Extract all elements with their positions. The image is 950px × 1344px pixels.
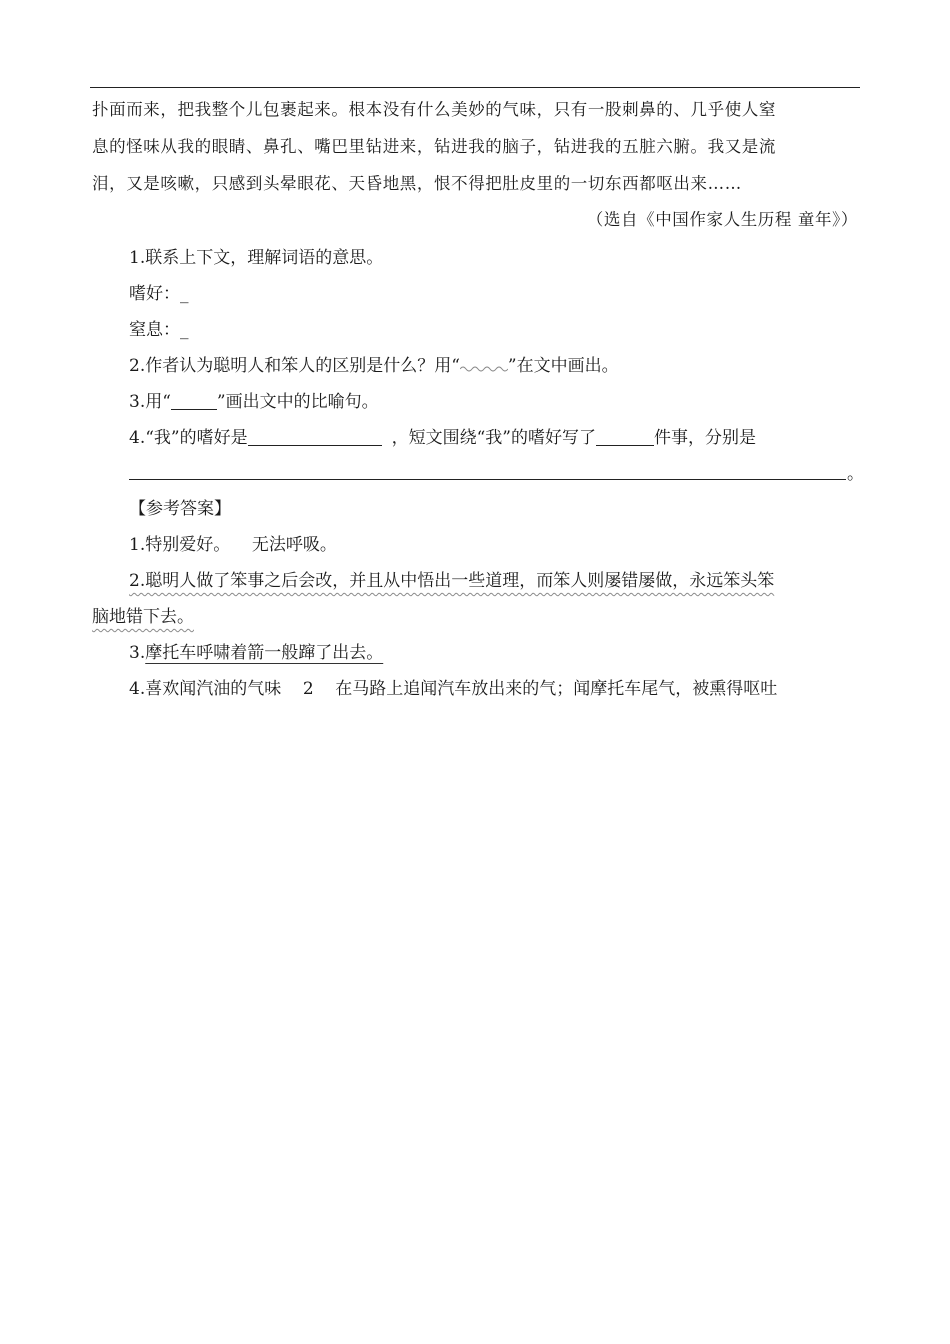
question-1: 1.联系上下文，理解词语的意思。	[129, 248, 384, 268]
question-4-part-2: ，短文围绕“我”的嗜好写了	[391, 428, 596, 448]
passage-line-1: 扑面而来，把我整个儿包裹起来。根本没有什么美妙的气味，只有一股刺鼻的、几乎使人窒	[92, 100, 776, 119]
answer-3-metaphor: 摩托车呼啸着箭一般蹿了出去。	[145, 643, 384, 663]
passage-line-2: 息的怪味从我的眼睛、鼻孔、嘴巴里钻进来，钻进我的脑子，钻进我的五脏六腑。我又是流	[92, 137, 776, 156]
question-4-end: 。	[847, 464, 864, 484]
answer-2-number: 2.聪明人做了笨事之后会改，并且从中悟出一些道理，而笨人则屡错屡做，永远笨头笨	[129, 571, 775, 591]
straight-line-marker	[171, 391, 217, 410]
question-4-part-1: 4.“我”的嗜好是	[129, 428, 248, 448]
top-divider	[90, 87, 860, 88]
passage-line-3: 泪，又是咳嗽，只感到头晕眼花、天昏地黑，恨不得把肚皮里的一切东西都呕出来……	[92, 174, 742, 193]
question-2-text-before: 2.作者认为聪明人和笨人的区别是什么？用“	[129, 356, 460, 376]
answer-2-line-2	[92, 605, 194, 629]
answer-2-line-1	[129, 569, 774, 593]
wavy-line-marker	[460, 355, 508, 373]
answer-4: 4.喜欢闻汽油的气味 2 在马路上追闻汽车放出来的气；闻摩托车尾气，被熏得呕吐	[129, 679, 778, 699]
question-2-text-after: ”在文中画出。	[507, 356, 619, 376]
passage-source: （选自《中国作家人生历程 童年》）	[586, 210, 858, 229]
answer-1: 1.特别爱好。 无法呼吸。	[129, 535, 337, 555]
question-3	[129, 390, 379, 414]
answer-2-continuation: 脑地错下去。	[92, 607, 194, 627]
question-4-blank-hobby[interactable]	[248, 427, 382, 446]
question-4-blank-count[interactable]	[596, 427, 654, 446]
answer-3	[129, 641, 383, 665]
question-1-word-zhixi: 窒息：_	[129, 320, 189, 340]
question-1-word-shihao: 嗜好：_	[129, 284, 189, 304]
answer-3-number: 3.	[129, 643, 146, 663]
answer-heading: 【参考答案】	[129, 499, 231, 519]
question-4	[129, 426, 756, 450]
question-3-text-after: ”画出文中的比喻句。	[216, 392, 379, 412]
question-4-part-3: 件事，分别是	[654, 428, 756, 448]
question-3-text-before: 3.用“	[129, 392, 171, 412]
question-4-blank-answer[interactable]	[129, 479, 846, 480]
question-2	[129, 354, 619, 378]
